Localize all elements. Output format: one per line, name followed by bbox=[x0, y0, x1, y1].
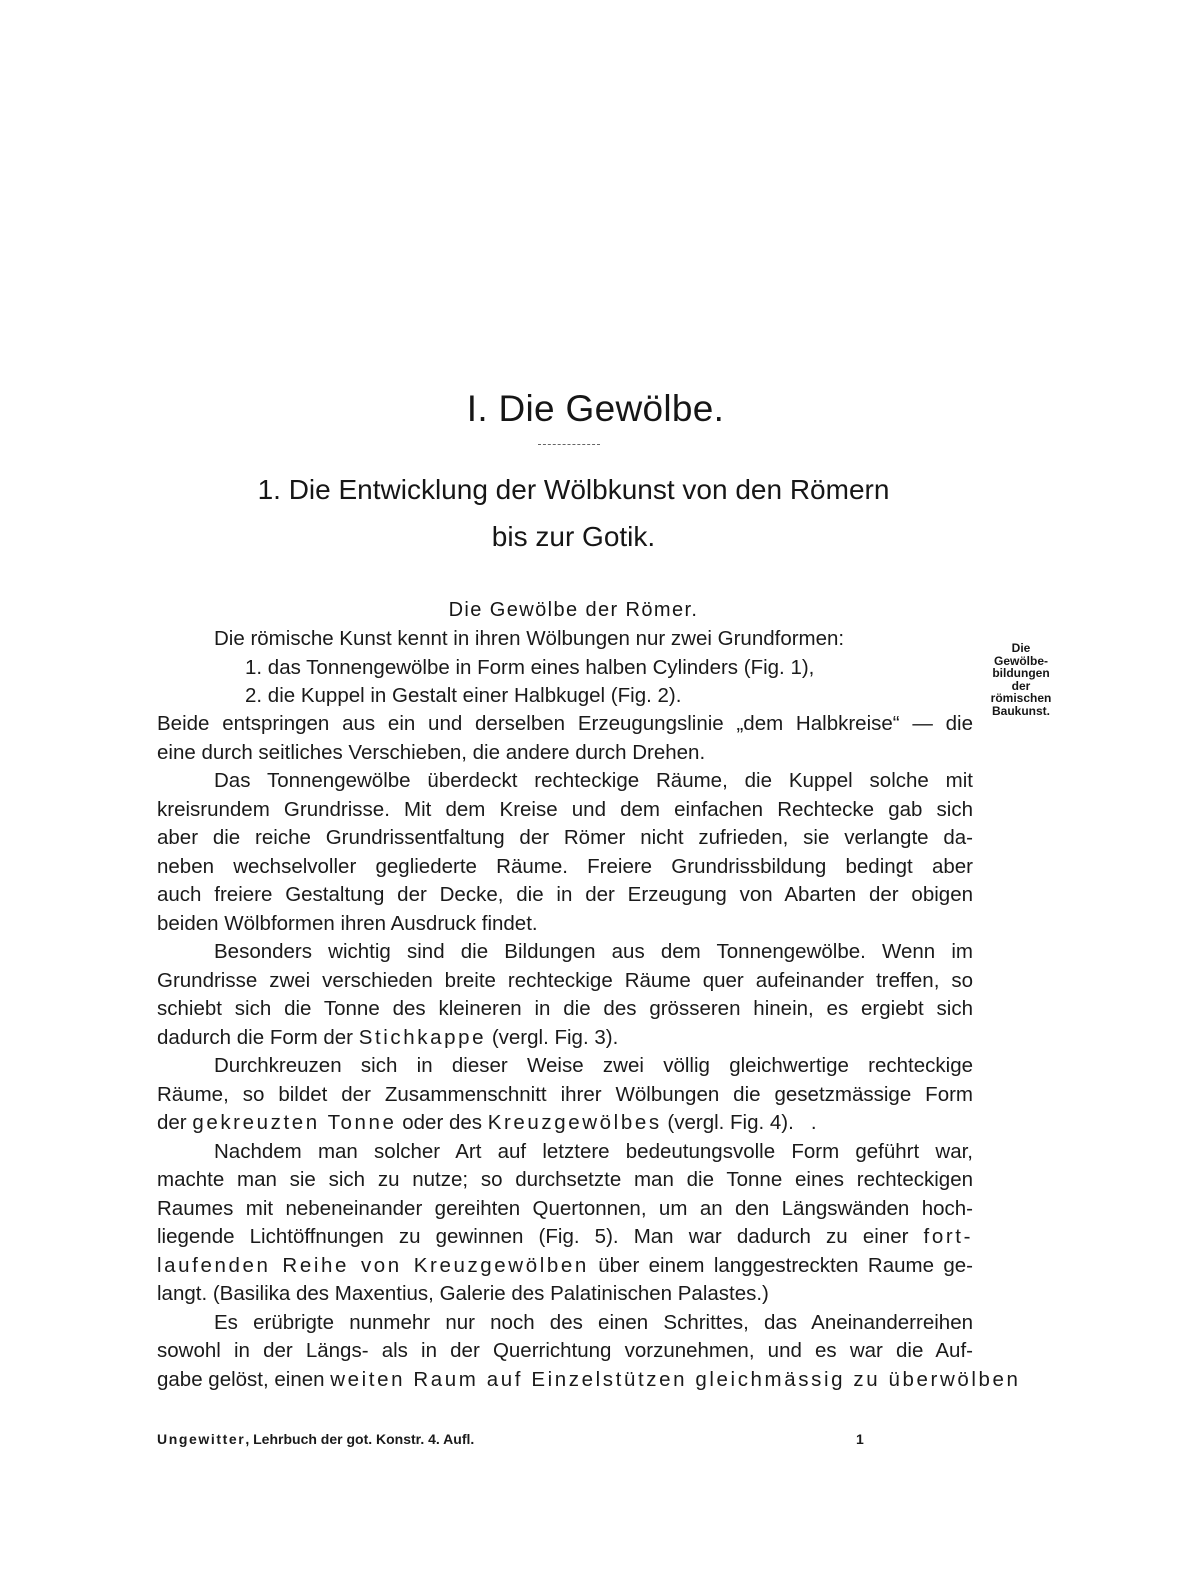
body-line: aber die reiche Grundrissentfaltung der Römer nicht zufrieden, sie verlangte da- bbox=[157, 826, 973, 849]
body-line: Das Tonnengewölbe überdeckt rechteckige Räume, die Kuppel solche mit bbox=[214, 769, 973, 792]
body-line: machte man sie sich zu nutze; so durchsetzte man die Tonne eines rechteckigen bbox=[157, 1168, 973, 1191]
intro-line: Die römische Kunst kennt in ihren Wölbungen nur zwei Grundformen: bbox=[214, 627, 845, 650]
body-line: kreisrundem Grundrisse. Mit dem Kreise und dem einfachen Rechtecke gab sich bbox=[157, 798, 973, 821]
margin-note-line: Gewölbe- bbox=[993, 653, 1048, 668]
subsection-title: Die Gewölbe der Römer. bbox=[448, 599, 699, 621]
emphasis-term: gekreuzten Tonne bbox=[192, 1111, 397, 1134]
body-line: Es erübrigte nunmehr nur noch des einen Schrittes, das Aneinanderreihen bbox=[214, 1311, 973, 1334]
body-line: neben wechselvoller gegliederte Räume. Freiere Grundrissbildung bedingt aber bbox=[157, 855, 973, 878]
margin-note bbox=[985, 642, 1057, 717]
title-divider bbox=[538, 444, 600, 445]
text-run: (vergl. Fig. 3). bbox=[486, 1026, 619, 1049]
emphasis-term: Kreuzgewölbes bbox=[487, 1111, 662, 1134]
list-item: 2. die Kuppel in Gestalt einer Halbkugel (Fig. 2). bbox=[245, 684, 682, 707]
text-run: der bbox=[157, 1111, 193, 1134]
footer-source: , Lehrbuch der got. Konstr. 4. Aufl. bbox=[245, 1431, 475, 1447]
text-run: dadurch die Form der bbox=[157, 1026, 359, 1049]
page-number: 1 bbox=[856, 1431, 864, 1447]
chapter-title: I. Die Gewölbe. bbox=[466, 388, 725, 429]
text-run: liegende Lichtöffnungen zu gewinnen (Fig. 5). Man war dadurch zu einer bbox=[157, 1225, 924, 1248]
body-line bbox=[157, 1368, 1021, 1392]
footer-author: Ungewitter bbox=[157, 1431, 246, 1447]
footer-citation bbox=[157, 1431, 474, 1447]
body-line: Durchkreuzen sich in dieser Weise zwei völlig gleichwertige rechteckige bbox=[214, 1054, 973, 1077]
text-run: (vergl. Fig. 4). . bbox=[661, 1111, 817, 1134]
body-line: Räume, so bildet der Zusammenschnitt ihrer Wölbungen die gesetzmässige Form bbox=[157, 1083, 973, 1106]
margin-note-line: bildungen bbox=[992, 666, 1050, 680]
list-item: 1. das Tonnengewölbe in Form eines halben Cylinders (Fig. 1), bbox=[245, 656, 815, 679]
body-line: auch freiere Gestaltung der Decke, die in der Erzeugung von Abarten der obigen bbox=[157, 883, 973, 906]
body-line: Grundrisse zwei verschieden breite rechteckige Räume quer aufeinander treffen, so bbox=[157, 969, 973, 992]
body-line bbox=[157, 1225, 973, 1249]
margin-note-line: Die bbox=[1011, 641, 1031, 655]
body-line: Nachdem man solcher Art auf letztere bedeutungsvolle Form geführt war, bbox=[214, 1140, 973, 1163]
body-line: eine durch seitliches Verschieben, die andere durch Drehen. bbox=[157, 741, 706, 764]
body-line bbox=[157, 1111, 817, 1135]
body-line bbox=[157, 1026, 618, 1050]
emphasis-term: fort- bbox=[923, 1225, 973, 1248]
section-title-line-1: 1. Die Entwicklung der Wölbkunst von den Römern bbox=[257, 474, 890, 505]
margin-note-line: der bbox=[1011, 678, 1031, 693]
body-line: langt. (Basilika des Maxentius, Galerie des Palatinischen Palastes.) bbox=[157, 1282, 769, 1305]
margin-note-line: Baukunst. bbox=[991, 703, 1050, 718]
body-line: beiden Wölbformen ihren Ausdruck findet. bbox=[157, 912, 538, 935]
emphasis-term: laufenden Reihe von Kreuzgewölben bbox=[157, 1254, 589, 1277]
text-run: über einem langgestreckten Raume ge- bbox=[588, 1254, 973, 1277]
emphasis-term: Stichkappe bbox=[358, 1026, 487, 1049]
body-line: Beide entspringen aus ein und derselben Erzeugungslinie „dem Halbkreise“ — die bbox=[157, 712, 973, 735]
body-line: sowohl in der Längs- als in der Querrichtung vorzunehmen, und es war die Auf- bbox=[157, 1339, 973, 1362]
margin-note-line: römischen bbox=[990, 691, 1052, 705]
emphasis-term: weiten Raum auf Einzelstützen gleichmässig zu überwölben bbox=[330, 1368, 1021, 1391]
body-line: schiebt sich die Tonne des kleineren in die des grösseren hinein, es ergiebt sich bbox=[157, 997, 973, 1020]
body-line bbox=[157, 1254, 973, 1278]
body-line: Besonders wichtig sind die Bildungen aus dem Tonnengewölbe. Wenn im bbox=[214, 940, 973, 963]
text-run: oder des bbox=[396, 1111, 488, 1134]
section-title-line-2: bis zur Gotik. bbox=[491, 521, 656, 552]
text-run: gabe gelöst, einen bbox=[157, 1368, 331, 1391]
body-line: Raumes mit nebeneinander gereihten Quertonnen, um an den Längswänden hoch- bbox=[157, 1197, 973, 1220]
